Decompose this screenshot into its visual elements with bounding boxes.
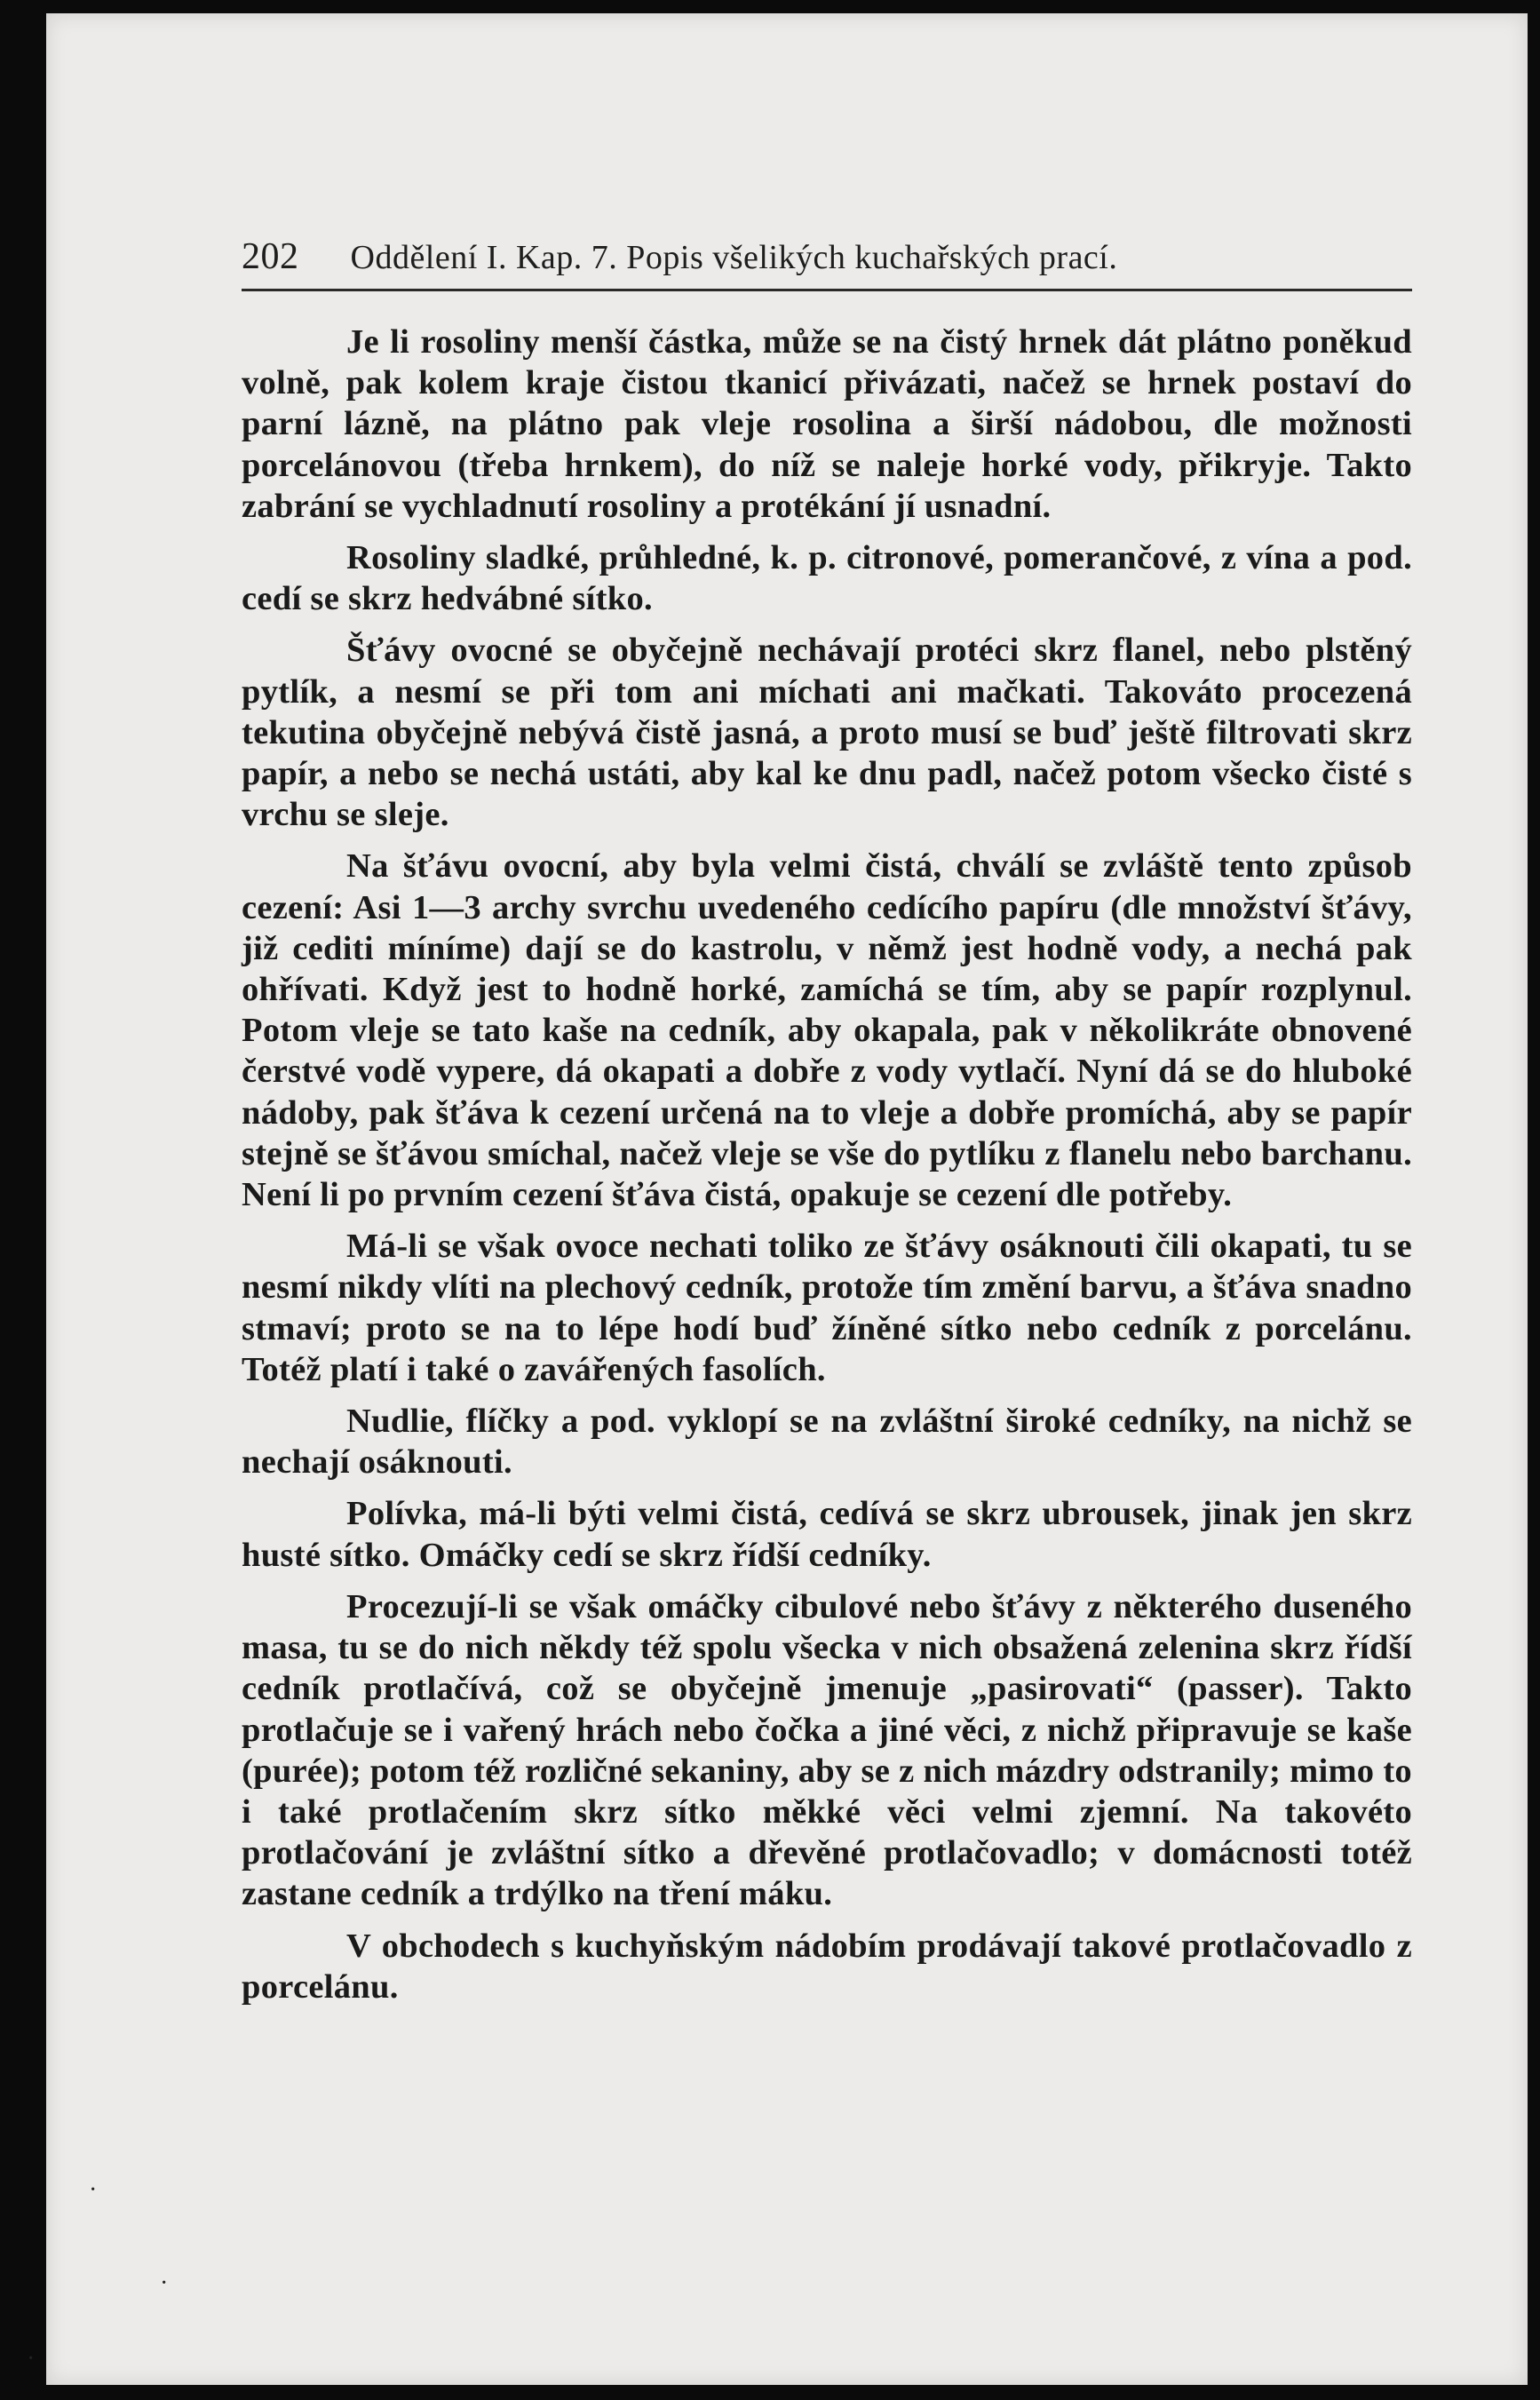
scan-speck: · (27, 2345, 36, 2372)
paragraph: Na šťávu ovocní, aby byla velmi čistá, chválí se zvláště tento způsob cezení: Asi 1—3 archy svrchu uvedeného cedícího papíru (dle množství šťávy, již cediti míníme) dají se do kastrolu, v němž jest hodně vody, a nechá pak ohřívati. Když jest to hodně horké, zamíchá se tím, aby se papír rozplynul. Potom vleje se tato kaše na cedník, aby okapala, pak v několikráte obnovené čerstvé vodě vypere, dá okapati a dobře z vody vytlačí. Nyní dá se do hluboké nádoby, pak šťáva k cezení určená na to vleje a dobře promíchá, aby se papír stejně se šťávou smíchal, načež vleje se vše do pytlíku z flanelu nebo barchanu. Není li po prvním cezení šťáva čistá, opakuje se cezení dle potřeby. (242, 847, 1412, 1214)
paragraph: Procezují-li se však omáčky cibulové nebo šťávy z některého duseného masa, tu se do nich někdy též spolu všecka v nich obsažená zelenina skrz řídší cedník protlačívá, což se obyčejně jmenuje „pasirovati“ (passer). Takto protlačuje se i vařený hrách nebo čočka a jiné věci, z nichž připravuje se kaše (purée); potom též rozličné sekaniny, aby se z nich mázdry odstranily; mimo to i také protlačením skrz sítko měkké věci velmi zjemní. Na takovéto protlačování je zvláštní sítko a dřevěné protlačovadlo; v domácnosti totéž zastane cedník a trdýlko na tření máku. (242, 1587, 1412, 1913)
scan-speck: · (89, 2176, 98, 2204)
running-title: Oddělení I. Kap. 7. Popis všelikých kuchařských prací. (350, 239, 1118, 276)
paragraph: Polívka, má-li býti velmi čistá, cedívá se skrz ubrousek, jinak jen skrz husté sítko. Omáčky cedí se skrz řídší cedníky. (242, 1495, 1412, 1574)
scan-speck: · (160, 2269, 169, 2297)
paragraph: V obchodech s kuchyňským nádobím prodávají takové protlačovadlo z porcelánu. (242, 1927, 1412, 2006)
body-text (242, 322, 1412, 2018)
paragraph: Je li rosoliny menší částka, může se na čistý hrnek dát plátno poněkud volně, pak kolem kraje čistou tkanicí přivázati, načež se hrnek postaví do parní lázně, na plátno pak vleje rosolina a širší nádobou, dle možnosti porcelánovou (třeba hrnkem), do níž se naleje horké vody, přikryje. Takto zabrání se vychladnutí rosoliny a protékání jí usnadní. (242, 323, 1412, 525)
paragraph: Rosoliny sladké, průhledné, k. p. citronové, pomerančové, z vína a pod. cedí se skrz hedvábné sítko. (242, 539, 1412, 618)
paragraph: Nudlie, flíčky a pod. vyklopí se na zvláštní široké cedníky, na nichž se nechají osáknouti. (242, 1403, 1412, 1482)
paragraph: Šťávy ovocné se obyčejně nechávají protéci skrz flanel, nebo plstěný pytlík, a nesmí se při tom ani míchati ani mačkati. Takováto procezená tekutina obyčejně nebývá čistě jasná, a proto musí se buď ještě filtrovati skrz papír, a nebo se nechá ustáti, aby kal ke dnu padl, načež potom všecko čisté s vrchu se sleje. (242, 632, 1412, 834)
paragraph: Má-li se však ovoce nechati toliko ze šťávy osáknouti čili okapati, tu se nesmí nikdy vlíti na plechový cedník, protože tím změní barvu, a šťáva snadno stmaví; proto se na to lépe hodí buď žíněné sítko nebo cedník z porcelánu. Totéž platí i také o zavářených fasolích. (242, 1228, 1412, 1388)
running-header (242, 235, 1412, 291)
page-number: 202 (242, 236, 299, 277)
